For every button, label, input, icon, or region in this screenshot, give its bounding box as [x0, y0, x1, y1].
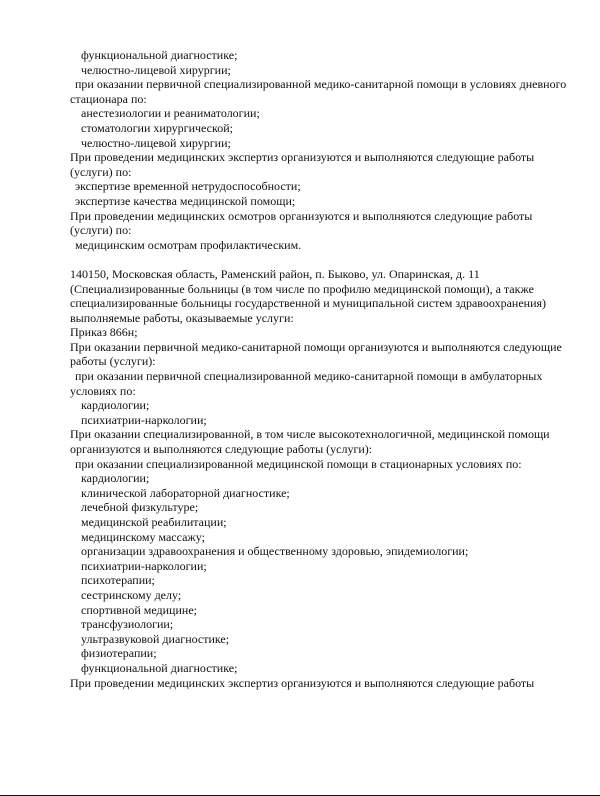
list-item-line: физиотерапии; [81, 646, 157, 661]
paragraph-line: организуются и выполняются следующие работы (услуги): [70, 442, 373, 457]
list-item-line: стоматологии хирургической; [81, 120, 233, 135]
paragraph-line: условиях по: [70, 383, 136, 398]
paragraph-line: При проведении медицинских осмотров организуются и выполняются следующие работы [70, 208, 533, 223]
paragraph-line: выполняемые работы, оказываемые услуги: [70, 310, 294, 325]
list-item-line: челюстно-лицевой хирургии; [81, 135, 231, 150]
list-item-line: функциональной диагностике; [81, 48, 238, 62]
list-item-line: лечебной физкультуре; [81, 500, 199, 515]
list-item-line: психиатрии-наркологии; [81, 558, 207, 573]
paragraph-line: (услуги) по: [70, 164, 132, 179]
sub-item-line: при оказании первичной специализированной медико-санитарной помощи в амбулаторных [75, 369, 543, 384]
paragraph-line: Приказ 866н; [70, 325, 138, 340]
list-item-line: клинической лабораторной диагностике; [81, 485, 290, 500]
list-item-line: кардиологии; [81, 398, 150, 413]
paragraph-line: При проведении медицинских экспертиз организуются и выполняются следующие работы [70, 150, 535, 165]
sub-item-line: экспертизе качества медицинской помощи; [75, 193, 296, 208]
list-item-line: ультразвуковой диагностике; [81, 631, 230, 646]
list-item-line: трансфузиологии; [81, 617, 174, 632]
paragraph-line: При оказании первичной медико-санитарной помощи организуются и выполняются следующие [70, 339, 562, 354]
sub-item-line: медицинским осмотрам профилактическим. [75, 237, 302, 252]
list-item-line: спортивной медицине; [81, 602, 197, 617]
list-item-line: функциональной диагностике; [81, 660, 238, 675]
list-item-line: медицинской реабилитации; [81, 515, 227, 529]
paragraph-line: При оказании специализированной, в том числе высокотехнологичной, медицинской помощи [70, 427, 550, 442]
paragraph-line: (Специализированные больницы (в том числе по профилю медицинской помощи), а также [70, 281, 534, 296]
list-item-line: психотерапии; [81, 573, 155, 588]
paragraph-line: При проведении медицинских экспертиз организуются и выполняются следующие работы [70, 675, 535, 690]
paragraph-line: стационара по: [70, 91, 147, 106]
paragraph-line: 140150, Московская область, Раменский район, п. Быково, ул. Опаринская, д. 11 [70, 266, 480, 281]
paragraph-line: (услуги) по: [70, 223, 132, 238]
sub-item-line: при оказании специализированной медицинской помощи в стационарных условиях по: [75, 456, 522, 471]
list-item-line: психиатрии-наркологии; [81, 412, 207, 427]
list-item-line: сестринскому делу; [81, 587, 182, 602]
list-item-line: организации здравоохранения и общественному здоровью, эпидемиологии; [81, 544, 469, 559]
list-item-line: челюстно-лицевой хирургии; [81, 62, 231, 77]
paragraph-line: специализированные больницы государственной и муниципальной систем здравоохранения) [70, 296, 547, 311]
sub-item-line: экспертизе временной нетрудоспособности; [75, 179, 301, 194]
blank-line [70, 252, 580, 267]
list-item-line: кардиологии; [81, 471, 150, 486]
list-item-line: анестезиологии и реаниматологии; [81, 106, 260, 121]
sub-item-line: при оказании первичной специализированной медико-санитарной помощи в условиях дневного [75, 77, 567, 92]
list-item-line: медицинскому массажу; [81, 529, 205, 544]
document-body [70, 48, 580, 690]
paragraph-line: работы (услуги): [70, 354, 156, 369]
